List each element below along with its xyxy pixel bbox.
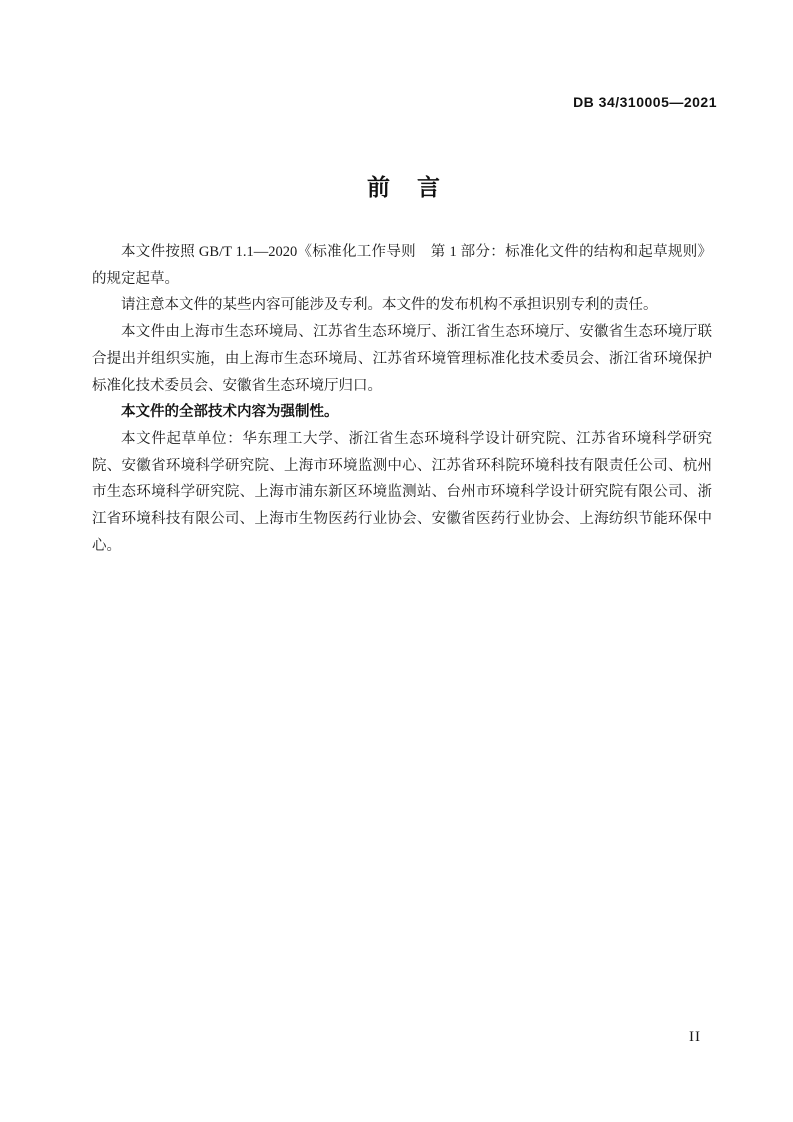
paragraph-mandatory-notice: 本文件的全部技术内容为强制性。 [121,404,339,421]
document-header [92,94,717,110]
standard-code: DB 34/310005—2021 [573,94,717,110]
foreword-body [92,239,712,559]
page-number: II [689,1029,701,1045]
paragraph-drafting-organizations: 本文件起草单位：华东理工大学、浙江省生态环境科学设计研究院、江苏省环境科学研究院、安徽省环境科学研究院、上海市环境监测中心、江苏省环科院环境科技有限责任公司、杭州市生态环境科学研究院、上海市浦东新区环境监测站、台州市环境科学设计研究院有限公司、浙江省环境科技有限公司、上海市生物医药行业协会、安徽省医药行业协会、上海纺织节能环保中心。 [92,430,712,554]
paragraph-patent-notice: 请注意本文件的某些内容可能涉及专利。本文件的发布机构不承担识别专利的责任。 [121,297,658,314]
paragraph-drafting-rules: 本文件按照 GB/T 1.1—2020《标准化工作导则 第 1 部分：标准化文件的结构和起草规则》的规定起草。 [92,244,712,287]
foreword-title: 前 言 [367,174,442,200]
paragraph-proposing-organizations: 本文件由上海市生态环境局、江苏省生态环境厅、浙江省生态环境厅、安徽省生态环境厅联合提出并组织实施，由上海市生态环境局、江苏省环境管理标准化技术委员会、浙江省环境保护标准化技术委员会、安徽省生态环境厅归口。 [92,324,712,394]
